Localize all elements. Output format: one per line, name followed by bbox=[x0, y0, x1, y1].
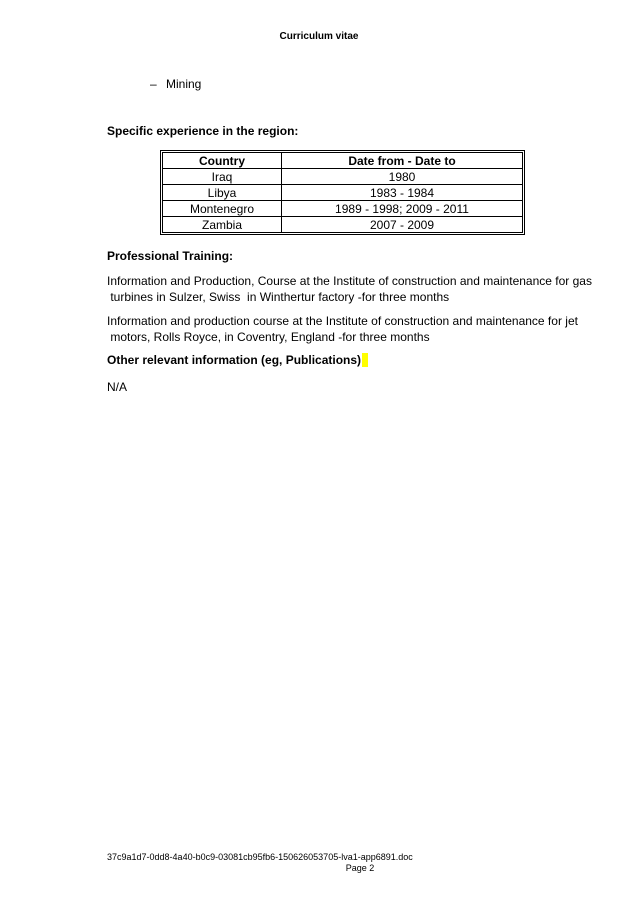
table-row bbox=[163, 201, 522, 217]
cell-dates: 1980 bbox=[282, 169, 523, 185]
cell-dates: 2007 - 2009 bbox=[282, 217, 523, 233]
cell-dates: 1989 - 1998; 2009 - 2011 bbox=[282, 201, 523, 217]
cell-dates: 1983 - 1984 bbox=[282, 185, 523, 201]
region-experience-heading: Specific experience in the region: bbox=[107, 124, 299, 138]
table-row bbox=[163, 217, 522, 233]
region-experience-table bbox=[160, 150, 525, 235]
table-row bbox=[163, 169, 522, 185]
paragraph-line: Information and Production, Course at the Institute of construction and maintenance for gas bbox=[107, 274, 592, 288]
bullet-item-mining bbox=[150, 77, 201, 91]
table-row bbox=[163, 185, 522, 201]
cell-country: Zambia bbox=[163, 217, 282, 233]
other-information-heading-text: Other relevant information (eg, Publications) bbox=[107, 353, 362, 367]
footer-page-number: Page 2 bbox=[345, 863, 375, 873]
paragraph-line: Information and production course at the Institute of construction and maintenance for jet bbox=[107, 314, 578, 328]
training-paragraph bbox=[107, 313, 587, 345]
dash-bullet-icon: – bbox=[150, 77, 157, 91]
text-highlight-marker bbox=[362, 353, 368, 367]
footer-document-id: 37c9a1d7-0dd8-4a40-b0c9-03081cb95fb6-150626053705-lva1-app6891.doc bbox=[107, 852, 413, 862]
cell-country: Montenegro bbox=[163, 201, 282, 217]
page-header-title: Curriculum vitae bbox=[279, 31, 359, 42]
training-paragraph bbox=[107, 273, 592, 305]
column-header-dates: Date from - Date to bbox=[282, 153, 523, 169]
cell-country: Iraq bbox=[163, 169, 282, 185]
other-information-value: N/A bbox=[107, 380, 128, 394]
column-header-country: Country bbox=[163, 153, 282, 169]
paragraph-line: motors, Rolls Royce, in Coventry, England -for three months bbox=[107, 330, 430, 344]
paragraph-line: turbines in Sulzer, Swiss in Winthertur factory -for three months bbox=[107, 290, 450, 304]
bullet-item-text: Mining bbox=[166, 77, 202, 91]
table-header-row bbox=[163, 153, 522, 169]
other-information-heading bbox=[107, 353, 368, 367]
professional-training-heading: Professional Training: bbox=[107, 249, 234, 263]
cell-country: Libya bbox=[163, 185, 282, 201]
